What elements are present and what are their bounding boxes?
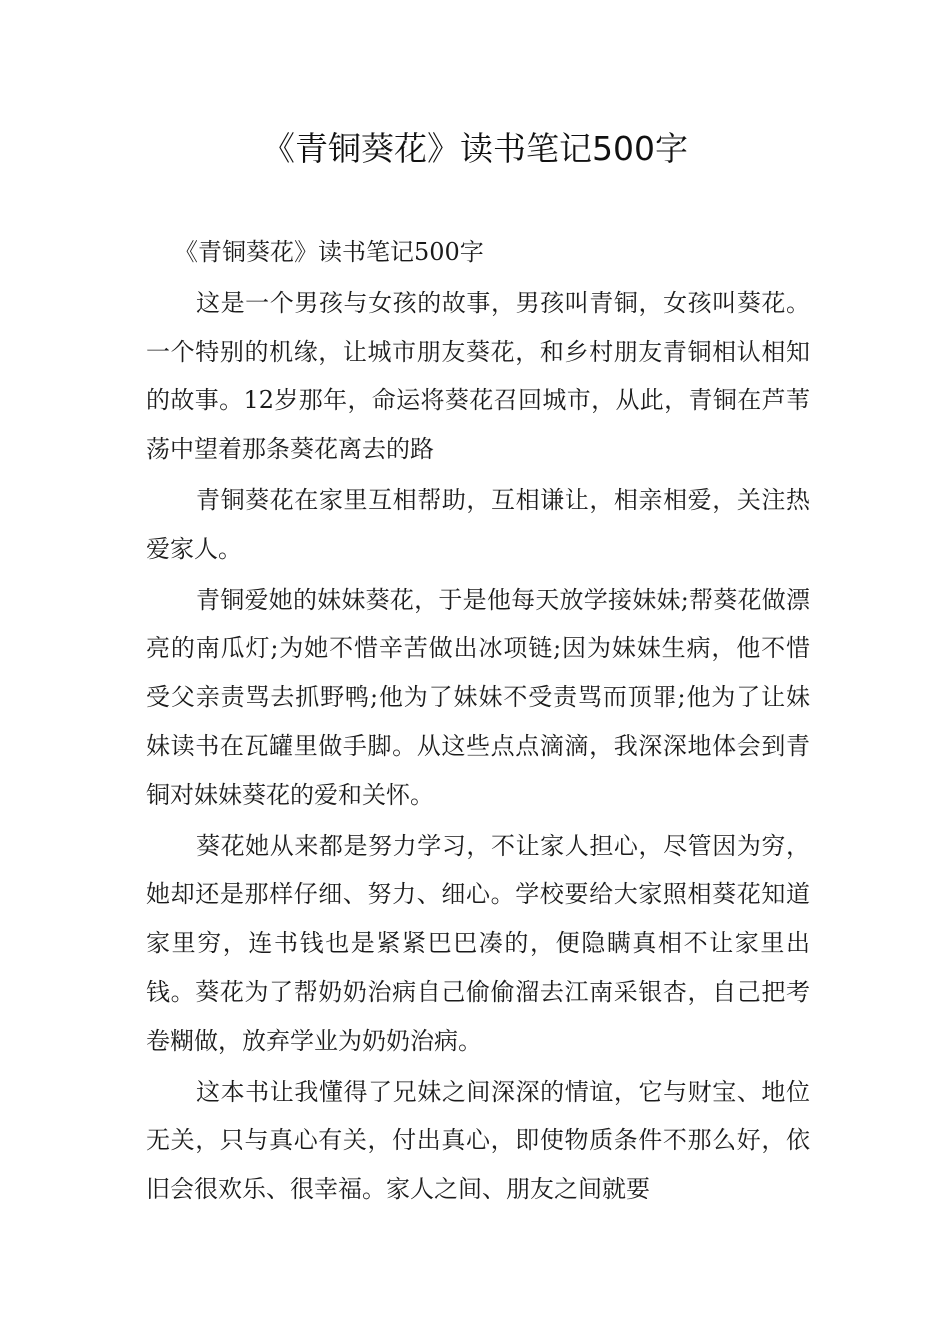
body-paragraph: 这本书让我懂得了兄妹之间深深的情谊，它与财宝、地位无关，只与真心有关，付出真心，即使物质条件不那么好，依旧会很欢乐、很幸福。家人之间、朋友之间就要 [146, 1077, 810, 1204]
document-title: 《青铜葵花》读书笔记500字 [262, 129, 688, 168]
body-paragraph: 这是一个男孩与女孩的故事，男孩叫青铜，女孩叫葵花。一个特别的机缘，让城市朋友葵花，和乡村朋友青铜相认相知的故事。12岁那年，命运将葵花召回城市，从此，青铜在芦苇荡中望着那条葵花离去的路 [146, 288, 810, 464]
body-paragraph: 葵花她从来都是努力学习，不让家人担心，尽管因为穷，她却还是那样仔细、努力、细心。学校要给大家照相葵花知道家里穷，连书钱也是紧紧巴巴凑的，便隐瞒真相不让家里出钱。葵花为了帮奶奶治病自己偷偷溜去江南采银杏，自己把考卷糊做，放弃学业为奶奶治病。 [146, 831, 810, 1055]
document-body [146, 228, 810, 1216]
subtitle-paragraph: 《青铜葵花》读书笔记500字 [174, 238, 484, 266]
body-paragraph: 青铜爱她的妹妹葵花，于是他每天放学接妹妹;帮葵花做漂亮的南瓜灯;为她不惜辛苦做出冰项链;因为妹妹生病，他不惜受父亲责骂去抓野鸭;他为了妹妹不受责骂而顶罪;他为了让妹妹读书在瓦罐里做手脚。从这些点点滴滴，我深深地体会到青铜对妹妹葵花的爱和关怀。 [146, 585, 810, 809]
body-paragraph: 青铜葵花在家里互相帮助，互相谦让，相亲相爱，关注热爱家人。 [146, 485, 810, 563]
